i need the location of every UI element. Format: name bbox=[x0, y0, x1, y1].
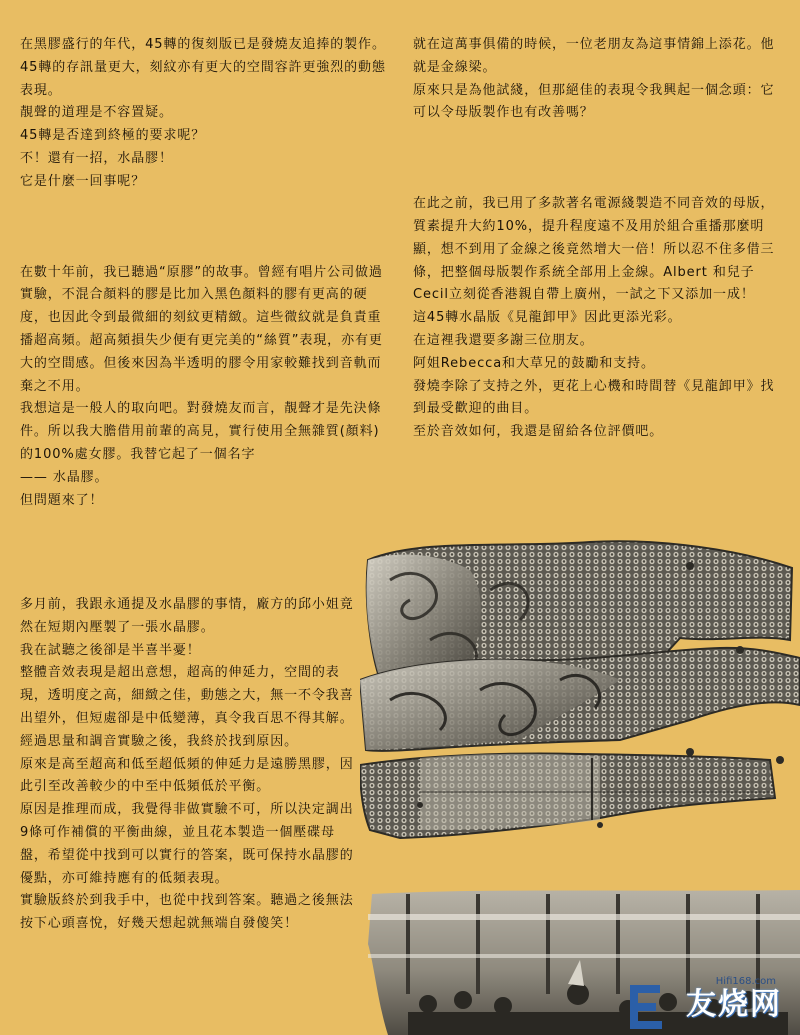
paragraph: 我想這是一般人的取向吧。對發燒友而言，靚聲才是先決條件。所以我大膽借用前輩的高見，實行使用全無雜質(顏料)的100%處女膠。我替它起了一個名字 bbox=[20, 401, 382, 462]
paragraph: 但問題來了！ bbox=[20, 492, 104, 508]
watermark-url: Hifi168.com bbox=[715, 976, 776, 987]
paragraph: 原因是推理而成，我覺得非做實驗不可，所以決定調出9條可作補償的平衡曲線，並且花本製造一個壓碟母盤，希望從中找到可以實行的答案，既可保持水晶膠的優點，亦可維持應有的低頻表現。 bbox=[20, 802, 354, 886]
paragraph: —— 水晶膠。 bbox=[20, 469, 109, 485]
paragraph: 這45轉水晶版《見龍卸甲》因此更添光彩。 bbox=[413, 310, 682, 326]
watermark-logo-icon bbox=[626, 979, 666, 1031]
paragraph: 在數十年前，我已聽過“原膠”的故事。曾經有唱片公司做過實驗，不混合顏料的膠是比加入黑色顏料的膠有更高的硬度，也因此令到最微細的刻紋更精緻。這些微紋就是負責重播超高頻。超高頻損失少便有更完美的“絲質”表現，亦有更大的空間感。但後來因為半透明的膠令用家較難找到音軌而棄之不用。 bbox=[20, 264, 383, 394]
paragraph: 發燒李除了支持之外，更花上心機和時間替《見龍卸甲》找到最受歡迎的曲目。 bbox=[413, 378, 775, 417]
right-column bbox=[413, 34, 777, 444]
paragraph: 實驗版終於到我手中，也從中找到答案。聽過之後無法按下心頭喜悅，好幾天想起就無端自發傻笑！ bbox=[20, 893, 354, 932]
paragraph: 整體音效表現是超出意想，超高的伸延力，空間的表現，透明度之高，細緻之佳，動態之大，無一不令我喜出望外，但短處卻是中低變薄，真令我百思不得其解。經過思量和調音實驗之後，我終於找到原因。 bbox=[20, 665, 354, 749]
left-column-top bbox=[20, 34, 388, 512]
paragraph: 就在這萬事俱備的時候，一位老朋友為這事情錦上添花。他就是金線梁。 bbox=[413, 37, 775, 75]
paragraph: 45轉是否達到終極的要求呢？ bbox=[20, 128, 206, 144]
paragraph: 多月前，我跟永通提及水晶膠的事情，廠方的邱小姐竟然在短期內壓製了一張水晶膠。 bbox=[20, 597, 354, 635]
paragraph: 阿姐Rebecca和大草兄的鼓勵和支持。 bbox=[413, 355, 655, 371]
paragraph: 原來是高至超高和低至超低頻的伸延力是遠勝黑膠，因此引至改善較少的中至中低頻低於平衡。 bbox=[20, 756, 354, 795]
paragraph: 原來只是為他試綫，但那絕佳的表現令我興起一個念頭：它可以令母版製作也有改善嗎？ bbox=[413, 82, 775, 121]
paragraph: 在此之前，我已用了多款著名電源綫製造不同音效的母版，質素提升大約10%，提升程度遠不及用於組合重播那麼明顯，想不到用了金線之後竟然增大一倍！所以忍不住多借三條，把整個母版製作系統全部用上金線。Albert 和兒子 Cecil立刻從香港親自帶上廣州，一試之下又添加一成！ bbox=[413, 196, 775, 303]
paragraph: 45轉的存訊量更大，刻紋亦有更大的空間容許更強烈的動態表現。 bbox=[20, 59, 386, 98]
paragraph: 它是什麼一回事呢？ bbox=[20, 173, 146, 189]
site-watermark bbox=[614, 973, 794, 1031]
paragraph: 我在試聽之後卻是半喜半憂！ bbox=[20, 642, 201, 658]
ornate-armor-artwork bbox=[360, 530, 800, 860]
watermark-text: 友烧网 bbox=[686, 987, 782, 1022]
paragraph: 不！還有一招，水晶膠！ bbox=[20, 150, 173, 166]
paragraph: 在這裡我還要多謝三位朋友。 bbox=[413, 332, 594, 348]
left-column-bottom bbox=[20, 594, 358, 936]
paragraph: 靚聲的道理是不容置疑。 bbox=[20, 105, 173, 121]
paragraph: 在黑膠盛行的年代，45轉的復刻版已是發燒友追捧的製作。 bbox=[20, 37, 386, 52]
paragraph: 至於音效如何，我還是留給各位評價吧。 bbox=[413, 424, 664, 440]
